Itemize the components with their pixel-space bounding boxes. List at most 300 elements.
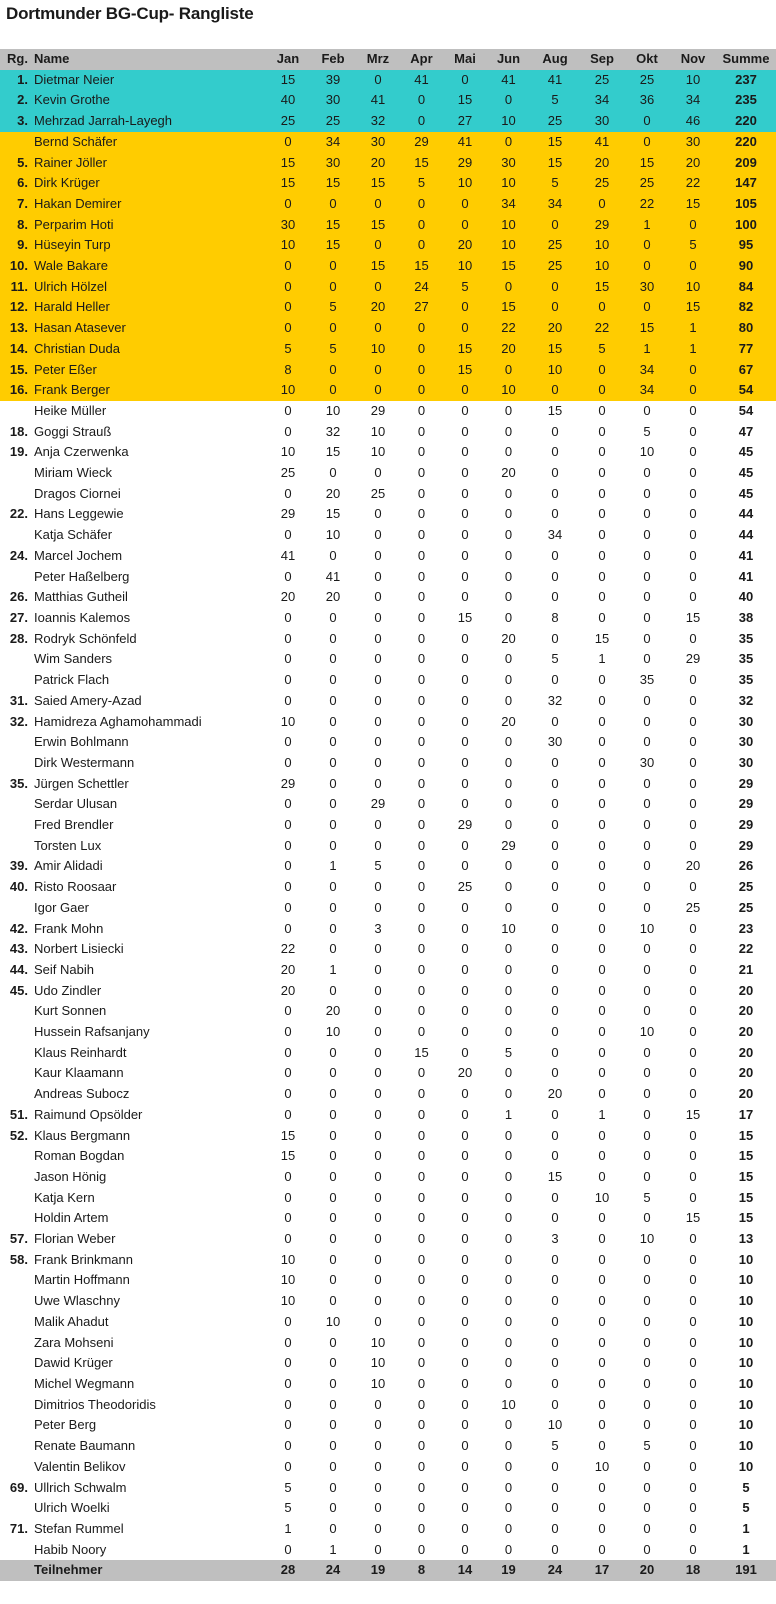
- score-cell: 0: [643, 817, 651, 833]
- score-cell: 20: [280, 589, 296, 605]
- score-cell: 0: [598, 982, 606, 998]
- score-cell: 0: [374, 1065, 382, 1081]
- score-cell: 0: [643, 1313, 651, 1329]
- table-row: [0, 1312, 776, 1333]
- table-row: [0, 339, 776, 360]
- rank-cell: [0, 1353, 34, 1374]
- score-cell: 0: [598, 1541, 606, 1557]
- score-cell: 29: [280, 775, 296, 791]
- score-cell: 15: [370, 258, 386, 274]
- score-cell: 1: [643, 340, 651, 356]
- score-cell: 0: [689, 465, 697, 481]
- score-cell: 0: [417, 630, 426, 646]
- score-cell: 0: [417, 796, 426, 812]
- score-cell: 29: [280, 506, 296, 522]
- table-row: [0, 587, 776, 608]
- name-cell: Holdin Artem: [34, 1210, 109, 1226]
- score-cell: 34: [639, 382, 655, 398]
- score-cell: 0: [689, 713, 697, 729]
- score-cell: 5: [643, 1189, 651, 1205]
- score-cell: 0: [284, 485, 292, 501]
- name-cell: Frank Berger: [34, 382, 110, 398]
- score-cell: 0: [551, 858, 559, 874]
- score-cell: 0: [374, 1024, 382, 1040]
- score-cell: 0: [598, 1024, 606, 1040]
- score-cell: 0: [417, 858, 426, 874]
- score-cell: 0: [417, 982, 426, 998]
- score-cell: 0: [461, 465, 469, 481]
- name-cell: Renate Baumann: [34, 1438, 136, 1454]
- header-name: Name: [34, 51, 70, 66]
- score-cell: 0: [689, 1231, 697, 1247]
- footer-count: 14: [457, 1562, 473, 1578]
- name-cell: Erwin Bohlmann: [34, 734, 129, 750]
- score-cell: 0: [643, 837, 651, 853]
- score-cell: 0: [551, 817, 559, 833]
- score-cell: 0: [284, 1355, 292, 1371]
- table-row: [0, 297, 776, 318]
- name-cell: Ullrich Schwalm: [34, 1479, 127, 1495]
- score-cell: 29: [370, 796, 386, 812]
- score-cell: 0: [643, 1396, 651, 1412]
- score-cell: 0: [417, 609, 426, 625]
- rank-cell: 7.: [17, 195, 28, 211]
- score-cell: 15: [685, 195, 701, 211]
- table-row: [0, 194, 776, 215]
- score-cell: 0: [329, 1355, 337, 1371]
- score-cell: 0: [417, 1293, 426, 1309]
- score-cell: 0: [461, 423, 469, 439]
- score-cell: 0: [643, 1520, 651, 1536]
- score-cell: 0: [551, 589, 559, 605]
- score-cell: 30: [325, 154, 341, 170]
- score-cell: 0: [504, 568, 513, 584]
- score-cell: 0: [551, 1458, 559, 1474]
- score-cell: 0: [598, 402, 606, 418]
- score-cell: 0: [689, 817, 697, 833]
- score-cell: 0: [329, 382, 337, 398]
- footer-count: 18: [685, 1562, 701, 1578]
- score-cell: 0: [461, 1500, 469, 1516]
- sum-cell: 77: [738, 340, 754, 356]
- score-cell: 0: [417, 1479, 426, 1495]
- score-cell: 41: [325, 568, 341, 584]
- sum-cell: 67: [738, 361, 754, 377]
- score-cell: 25: [547, 258, 563, 274]
- rank-cell: [0, 732, 34, 753]
- table-row: [0, 1208, 776, 1229]
- score-cell: 0: [417, 92, 426, 108]
- table-row: [0, 360, 776, 381]
- score-cell: 0: [598, 1272, 606, 1288]
- score-cell: 0: [598, 1044, 606, 1060]
- score-cell: 0: [689, 527, 697, 543]
- score-cell: 0: [598, 899, 606, 915]
- table-row: [0, 649, 776, 670]
- score-cell: 20: [325, 589, 341, 605]
- score-cell: 0: [417, 216, 426, 232]
- sum-cell: 47: [738, 423, 754, 439]
- score-cell: 0: [598, 527, 606, 543]
- score-cell: 0: [643, 734, 651, 750]
- score-cell: 0: [689, 444, 697, 460]
- score-cell: 10: [501, 216, 516, 232]
- score-cell: 0: [417, 1148, 426, 1164]
- score-cell: 0: [329, 1086, 337, 1102]
- table-row: [0, 235, 776, 256]
- sum-cell: 15: [738, 1148, 754, 1164]
- score-cell: 0: [461, 547, 469, 563]
- score-cell: 0: [329, 1127, 337, 1143]
- score-cell: 0: [643, 506, 651, 522]
- score-cell: 0: [551, 1024, 559, 1040]
- score-cell: 0: [689, 837, 697, 853]
- score-cell: 0: [284, 320, 292, 336]
- score-cell: 15: [547, 402, 563, 418]
- score-cell: 35: [639, 672, 655, 688]
- sum-cell: 35: [738, 651, 754, 667]
- score-cell: 46: [685, 113, 701, 129]
- score-cell: 0: [284, 568, 292, 584]
- score-cell: 0: [598, 506, 606, 522]
- score-cell: 15: [685, 1210, 701, 1226]
- score-cell: 0: [417, 817, 426, 833]
- score-cell: 0: [417, 651, 426, 667]
- score-cell: 29: [370, 402, 386, 418]
- score-cell: 0: [461, 402, 469, 418]
- table-row: [0, 856, 776, 877]
- score-cell: 0: [461, 837, 469, 853]
- score-cell: 0: [643, 1148, 651, 1164]
- score-cell: 0: [329, 1210, 337, 1226]
- name-cell: Harald Heller: [34, 299, 110, 315]
- score-cell: 0: [417, 1251, 426, 1267]
- score-cell: 0: [374, 1127, 382, 1143]
- score-cell: 5: [551, 651, 559, 667]
- rank-cell: 13.: [9, 320, 28, 336]
- score-cell: 0: [504, 1168, 513, 1184]
- name-cell: Dawid Krüger: [34, 1355, 113, 1371]
- score-cell: 0: [598, 817, 606, 833]
- sum-cell: 32: [738, 692, 754, 708]
- name-cell: Valentin Belikov: [34, 1458, 126, 1474]
- score-cell: 10: [325, 1024, 341, 1040]
- score-cell: 0: [504, 1086, 513, 1102]
- name-cell: Roman Bogdan: [34, 1148, 125, 1164]
- score-cell: 5: [598, 340, 606, 356]
- header-month: Nov: [680, 51, 706, 66]
- score-cell: 27: [457, 113, 473, 129]
- table-row: [0, 774, 776, 795]
- score-cell: 0: [504, 1148, 513, 1164]
- score-cell: 22: [685, 175, 701, 191]
- score-cell: 0: [417, 837, 426, 853]
- score-cell: 0: [551, 672, 559, 688]
- table-row: [0, 1188, 776, 1209]
- score-cell: 0: [551, 1376, 559, 1391]
- score-cell: 20: [501, 340, 516, 356]
- rank-cell: 40.: [9, 879, 28, 895]
- score-cell: 0: [461, 1293, 469, 1309]
- score-cell: 40: [280, 92, 296, 108]
- score-cell: 0: [461, 734, 469, 750]
- score-cell: 0: [689, 1189, 697, 1205]
- score-cell: 5: [504, 1044, 513, 1060]
- rank-cell: [0, 1540, 34, 1561]
- score-cell: 0: [329, 1231, 337, 1247]
- score-cell: 0: [598, 568, 606, 584]
- score-cell: 0: [374, 754, 382, 770]
- score-cell: 1: [284, 1520, 292, 1536]
- score-cell: 20: [501, 465, 516, 481]
- score-cell: 0: [284, 837, 292, 853]
- score-cell: 0: [689, 1127, 697, 1143]
- score-cell: 0: [643, 879, 651, 895]
- table-row: [0, 1063, 776, 1084]
- name-cell: Klaus Reinhardt: [34, 1044, 127, 1060]
- score-cell: 0: [417, 320, 426, 336]
- sum-cell: 95: [738, 237, 754, 253]
- score-cell: 0: [598, 1293, 606, 1309]
- score-cell: 0: [551, 1272, 559, 1288]
- score-cell: 0: [461, 920, 469, 936]
- score-cell: 0: [374, 941, 382, 957]
- name-cell: Kaur Klaamann: [34, 1065, 124, 1081]
- score-cell: 15: [685, 1106, 701, 1122]
- score-cell: 0: [504, 1231, 513, 1247]
- sum-cell: 15: [738, 1168, 754, 1184]
- score-cell: 0: [598, 609, 606, 625]
- score-cell: 10: [501, 382, 516, 398]
- rank-cell: [0, 525, 34, 546]
- name-cell: Serdar Ulusan: [34, 796, 118, 812]
- score-cell: 0: [643, 1541, 651, 1557]
- score-cell: 0: [374, 1396, 382, 1412]
- table-row: [0, 939, 776, 960]
- score-cell: 0: [374, 278, 382, 294]
- score-cell: 0: [417, 465, 426, 481]
- rank-cell: 71.: [9, 1520, 28, 1536]
- score-cell: 0: [598, 1127, 606, 1143]
- score-cell: 0: [598, 1251, 606, 1267]
- rank-cell: 12.: [9, 299, 28, 315]
- score-cell: 0: [598, 1396, 606, 1412]
- score-cell: 0: [689, 485, 697, 501]
- rank-cell: 42.: [9, 920, 28, 936]
- score-cell: 0: [689, 1541, 697, 1557]
- score-cell: 10: [639, 1231, 655, 1247]
- table-row: [0, 732, 776, 753]
- score-cell: 0: [643, 1003, 651, 1019]
- score-cell: 0: [689, 506, 697, 522]
- table-row: [0, 629, 776, 650]
- score-cell: 0: [504, 1479, 513, 1495]
- score-cell: 10: [594, 237, 610, 253]
- name-cell: Patrick Flach: [34, 672, 110, 688]
- score-cell: 10: [501, 237, 516, 253]
- score-cell: 10: [501, 920, 516, 936]
- score-cell: 0: [643, 1168, 651, 1184]
- score-cell: 0: [329, 899, 337, 915]
- rank-cell: 10.: [9, 258, 28, 274]
- score-cell: 0: [374, 1086, 382, 1102]
- table-row: [0, 919, 776, 940]
- score-cell: 25: [280, 113, 296, 129]
- score-cell: 15: [547, 133, 563, 149]
- score-cell: 30: [325, 92, 341, 108]
- score-cell: 0: [374, 1520, 382, 1536]
- score-cell: 0: [689, 1148, 697, 1164]
- score-cell: 0: [284, 1334, 292, 1350]
- name-cell: Peter Berg: [34, 1417, 97, 1433]
- table-row: [0, 463, 776, 484]
- score-cell: 10: [280, 1251, 296, 1267]
- rank-cell: 19.: [9, 444, 28, 460]
- score-cell: 0: [504, 754, 513, 770]
- score-cell: 0: [643, 1086, 651, 1102]
- score-cell: 0: [504, 899, 513, 915]
- ranking-table: [0, 49, 776, 1581]
- sum-cell: 25: [738, 899, 754, 915]
- table-row: [0, 712, 776, 733]
- name-cell: Hasan Atasever: [34, 320, 126, 336]
- score-cell: 10: [639, 444, 655, 460]
- score-cell: 0: [417, 340, 426, 356]
- sum-cell: 90: [738, 258, 754, 274]
- name-cell: Uwe Wlaschny: [34, 1293, 120, 1309]
- score-cell: 0: [374, 734, 382, 750]
- score-cell: 20: [547, 1086, 563, 1102]
- sum-cell: 54: [738, 382, 754, 398]
- sum-cell: 29: [738, 796, 754, 812]
- score-cell: 10: [370, 444, 386, 460]
- score-cell: 0: [284, 692, 292, 708]
- score-cell: 20: [280, 982, 296, 998]
- score-cell: 0: [598, 837, 606, 853]
- score-cell: 0: [689, 941, 697, 957]
- name-cell: Dragos Ciornei: [34, 485, 121, 501]
- score-cell: 0: [504, 1417, 513, 1433]
- score-cell: 0: [329, 941, 337, 957]
- sum-cell: 10: [738, 1334, 754, 1350]
- score-cell: 0: [689, 216, 697, 232]
- name-cell: Christian Duda: [34, 340, 120, 356]
- score-cell: 5: [374, 858, 382, 874]
- score-cell: 0: [329, 982, 337, 998]
- rank-cell: [0, 1291, 34, 1312]
- rank-cell: [0, 649, 34, 670]
- score-cell: 0: [598, 1417, 606, 1433]
- score-cell: 0: [461, 299, 469, 315]
- sum-cell: 44: [738, 527, 754, 543]
- header-month: Jan: [276, 51, 300, 66]
- score-cell: 0: [417, 237, 426, 253]
- score-cell: 8: [284, 361, 292, 377]
- score-cell: 0: [551, 1520, 559, 1536]
- sum-cell: 44: [738, 506, 754, 522]
- sum-cell: 10: [738, 1313, 754, 1329]
- score-cell: 0: [461, 320, 469, 336]
- rank-cell: 35.: [9, 775, 28, 791]
- score-cell: 0: [461, 382, 469, 398]
- score-cell: 0: [598, 796, 606, 812]
- score-cell: 0: [504, 1189, 513, 1205]
- rank-cell: 39.: [9, 858, 28, 874]
- name-cell: Norbert Lisiecki: [34, 941, 124, 957]
- table-row: [0, 1498, 776, 1519]
- score-cell: 0: [417, 1086, 426, 1102]
- footer-label: Teilnehmer: [34, 1562, 103, 1578]
- score-cell: 0: [551, 920, 559, 936]
- name-cell: Torsten Lux: [34, 837, 102, 853]
- score-cell: 0: [329, 1148, 337, 1164]
- name-cell: Hüseyin Turp: [34, 237, 111, 253]
- score-cell: 0: [284, 258, 292, 274]
- name-cell: Ioannis Kalemos: [34, 609, 131, 625]
- score-cell: 0: [284, 1417, 292, 1433]
- score-cell: 0: [417, 1355, 426, 1371]
- score-cell: 30: [639, 278, 655, 294]
- score-cell: 15: [414, 154, 429, 170]
- score-cell: 0: [329, 465, 337, 481]
- name-cell: Peter Eßer: [34, 361, 97, 377]
- score-cell: 41: [547, 71, 563, 87]
- rank-cell: [0, 1208, 34, 1229]
- name-cell: Katja Kern: [34, 1189, 95, 1205]
- score-cell: 1: [598, 651, 606, 667]
- name-cell: Dimitrios Theodoridis: [34, 1396, 156, 1412]
- score-cell: 0: [417, 920, 426, 936]
- score-cell: 0: [689, 672, 697, 688]
- score-cell: 0: [504, 361, 513, 377]
- table-row: [0, 401, 776, 422]
- score-cell: 41: [414, 71, 429, 87]
- header-month: Mai: [454, 51, 476, 66]
- score-cell: 15: [370, 175, 386, 191]
- rank-cell: 11.: [10, 278, 28, 294]
- score-cell: 0: [329, 1293, 337, 1309]
- score-cell: 1: [689, 320, 697, 336]
- footer-count: 24: [547, 1562, 563, 1578]
- score-cell: 0: [461, 1376, 469, 1391]
- score-cell: 1: [598, 1106, 606, 1122]
- score-cell: 0: [504, 278, 513, 294]
- table-row: [0, 1478, 776, 1499]
- score-cell: 0: [504, 1065, 513, 1081]
- score-cell: 1: [643, 216, 651, 232]
- sum-cell: 13: [738, 1231, 754, 1247]
- score-cell: 0: [643, 1458, 651, 1474]
- score-cell: 0: [374, 1003, 382, 1019]
- rank-cell: [0, 1167, 34, 1188]
- score-cell: 0: [329, 630, 337, 646]
- table-row: [0, 70, 776, 91]
- score-cell: 0: [643, 1293, 651, 1309]
- score-cell: 0: [374, 465, 382, 481]
- sum-cell: 29: [738, 775, 754, 791]
- score-cell: 0: [461, 1520, 469, 1536]
- table-row: [0, 1374, 776, 1395]
- score-cell: 0: [417, 195, 426, 211]
- name-cell: Wim Sanders: [34, 651, 113, 667]
- score-cell: 0: [689, 961, 697, 977]
- name-cell: Peter Haßelberg: [34, 568, 130, 584]
- rank-cell: [0, 1084, 34, 1105]
- score-cell: 0: [643, 527, 651, 543]
- name-cell: Hans Leggewie: [34, 506, 124, 522]
- rank-cell: [0, 898, 34, 919]
- score-cell: 0: [551, 1189, 559, 1205]
